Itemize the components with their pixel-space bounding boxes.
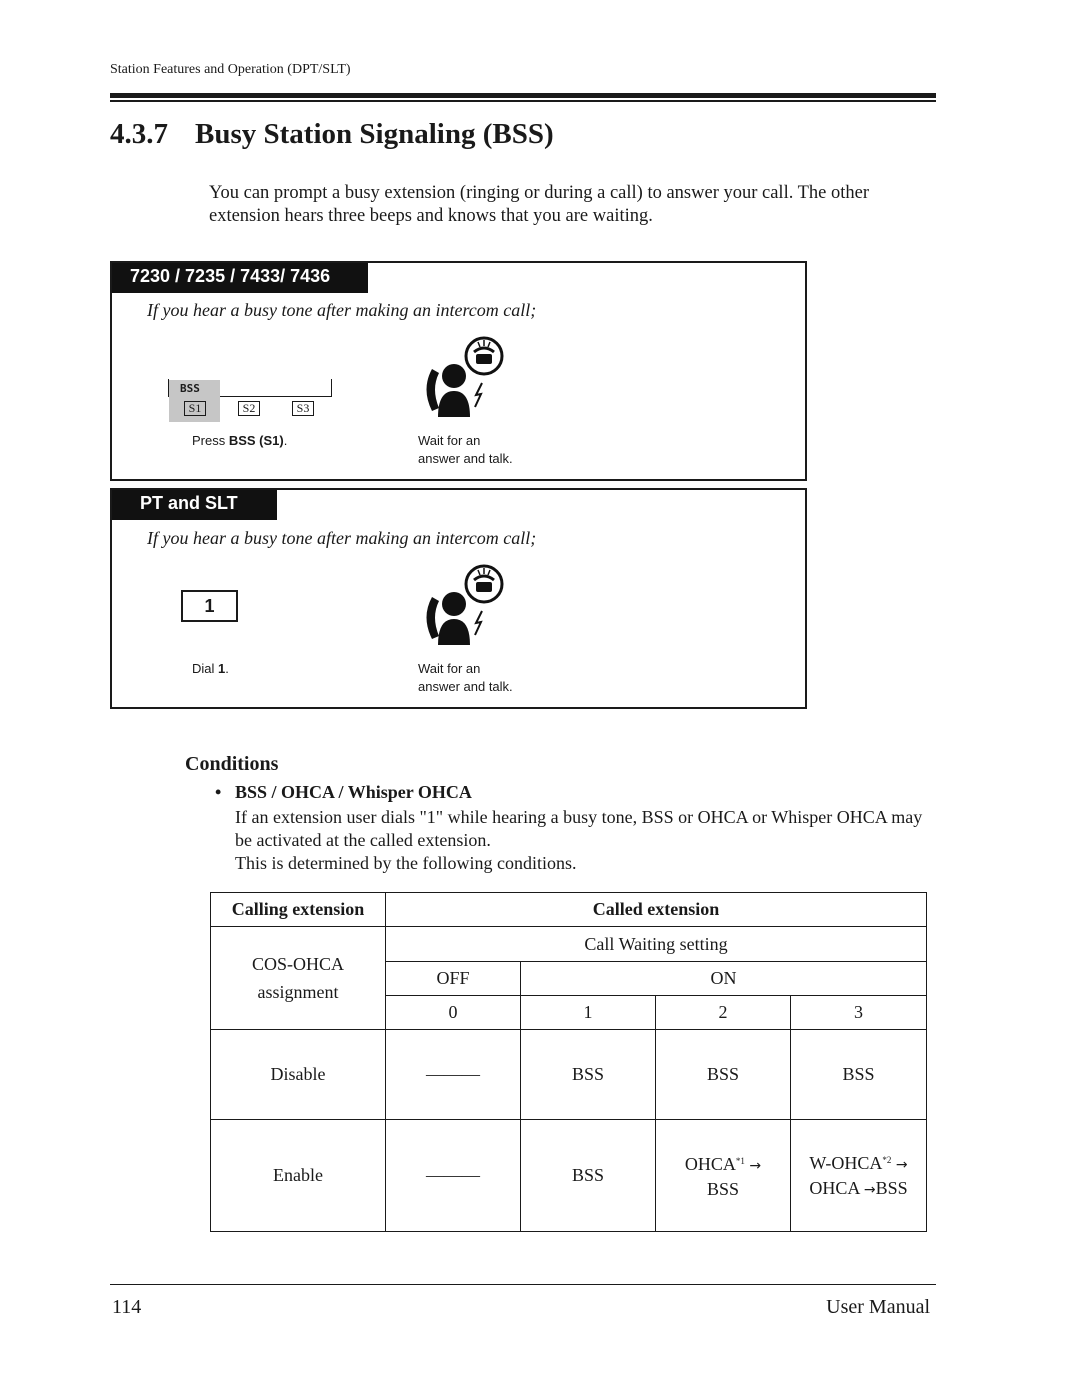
header-rule-thin [110, 100, 936, 102]
scenario-text: If you hear a busy tone after making an intercom call; [147, 528, 537, 548]
calling-extension-header: Calling extension [211, 893, 386, 927]
soft-key-s2[interactable]: S2 [238, 401, 260, 416]
page-number: 114 [112, 1296, 142, 1318]
table-cell: ——— [386, 1120, 521, 1232]
step1-caption: Press BSS (S1). [192, 433, 288, 448]
dial-key-1[interactable]: 1 [181, 590, 238, 622]
scenario-text: If you hear a busy tone after making an intercom call; [147, 300, 537, 320]
wait-for-answer-icon [418, 335, 510, 421]
section-number: 4.3.7 [110, 118, 168, 150]
bullet-marker: • [215, 782, 222, 802]
table-cell: ——— [386, 1030, 521, 1120]
wohca-cell: W-OHCA$^{*2}$ → OHCA →BSS [791, 1120, 927, 1232]
wait-for-answer-icon [418, 563, 510, 649]
level-1: 1 [521, 996, 656, 1030]
off-cell: OFF [386, 962, 521, 996]
level-0: 0 [386, 996, 521, 1030]
panel-pt-slt [110, 488, 807, 709]
arrow-icon: → [895, 1157, 908, 1173]
table-cell: BSS [656, 1030, 791, 1120]
section-title-text: Busy Station Signaling (BSS) [195, 118, 554, 150]
ohca-cell: OHCA$^{*1}$ → BSS [656, 1120, 791, 1232]
table-cell: BSS [521, 1030, 656, 1120]
row-label-disable: Disable [211, 1030, 386, 1120]
panel-7230 [110, 261, 807, 481]
call-waiting-setting-cell: Call Waiting setting [386, 927, 927, 962]
soft-key-s1[interactable]: S1 [184, 401, 206, 416]
arrow-icon: → [749, 1158, 762, 1174]
panel-tab-label: 7230 / 7235 / 7433/ 7436 [112, 263, 368, 293]
footer-rule [110, 1284, 936, 1285]
bss-key-label: BSS [180, 382, 200, 395]
conditions-table [210, 892, 927, 1232]
table-cell: BSS [791, 1030, 927, 1120]
row-label-enable: Enable [211, 1120, 386, 1232]
called-extension-header: Called extension [386, 893, 927, 927]
manual-title: User Manual [826, 1296, 930, 1318]
table-cell: BSS [521, 1120, 656, 1232]
on-cell: ON [521, 962, 927, 996]
level-2: 2 [656, 996, 791, 1030]
conditions-heading: Conditions [185, 753, 279, 775]
section-title [110, 118, 554, 151]
panel-tab-label: PT and SLT [112, 490, 277, 520]
running-header: Station Features and Operation (DPT/SLT) [110, 62, 351, 77]
conditions-bullet-heading: • BSS / OHCA / Whisper OHCA [215, 782, 472, 802]
step2-caption: Wait for an answer and talk. [418, 661, 513, 694]
level-3: 3 [791, 996, 927, 1030]
cos-ohca-assignment-cell: COS-OHCA assignment [211, 927, 386, 1030]
step2-caption: Wait for an answer and talk. [418, 433, 513, 466]
soft-key-s3[interactable]: S3 [292, 401, 314, 416]
arrow-icon: → [863, 1182, 876, 1198]
header-rule [110, 93, 936, 98]
conditions-line1: If an extension user dials "1" while hearing a busy tone, BSS or OHCA or Whisper OHCA may be activated at the called extension. [235, 807, 923, 850]
conditions-body [235, 806, 940, 875]
conditions-line2: This is determined by the following conditions. [235, 853, 577, 873]
step1-caption: Dial 1. [192, 661, 229, 676]
intro-paragraph: You can prompt a busy extension (ringing or during a call) to answer your call. The other extension hears three beeps and knows that you are waiting. [209, 183, 870, 226]
